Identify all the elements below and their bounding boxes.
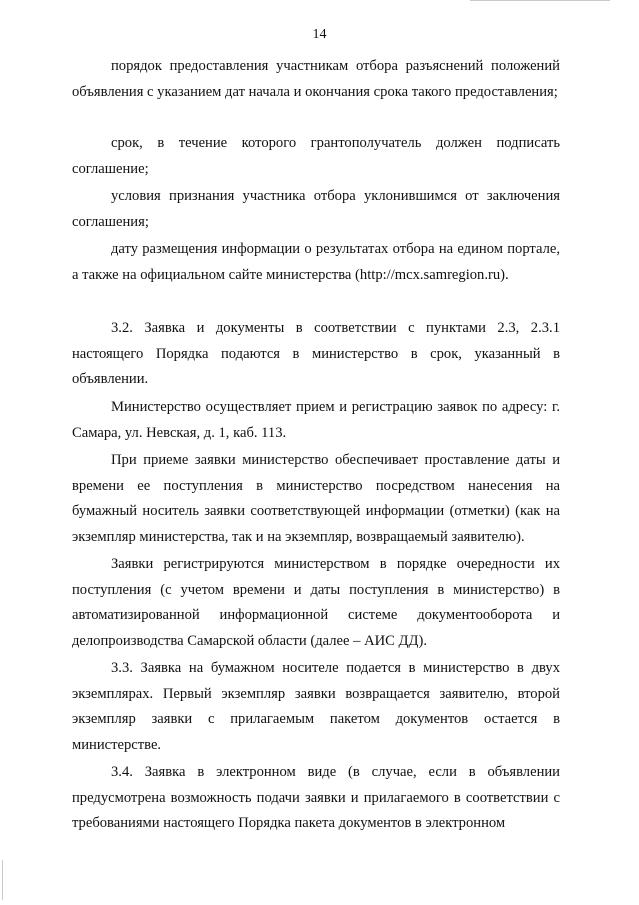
paragraph-7: При приеме заявки министерство обеспечивает проставление даты и времени ее поступления в министерство посредством нанесения на бумажный носитель заявки соответствующей информации (отметки) (как на экземпляр министерства, так и на экземпляр, возвращаемый заявителю). (72, 452, 560, 545)
paragraph-10: 3.4. Заявка в электронном виде (в случае, если в объявлении предусмотрена возможность подачи заявки и прилагаемого в соответствии с требованиями настоящего Порядка пакета документов в электронном (72, 764, 560, 832)
paragraph-5: 3.2. Заявка и документы в соответствии с пунктами 2.3, 2.3.1 настоящего Порядка подаются в министерство в срок, указанный в объявлении. (72, 320, 560, 388)
paragraph-2: срок, в течение которого грантополучатель должен подписать соглашение; (72, 135, 560, 177)
scan-artifact-left (2, 860, 3, 900)
paragraph-1: порядок предоставления участникам отбора разъяснений положений объявления с указанием дат начала и окончания срока такого предоставления; (72, 58, 560, 100)
paragraph-4: дату размещения информации о результатах отбора на едином портале, а также на официальном сайте министерства (http://mcx.samregion.ru). (72, 241, 560, 283)
scan-artifact-top (470, 0, 610, 1)
paragraph-3: условия признания участника отбора уклонившимся от заключения соглашения; (72, 188, 560, 230)
paragraph-8: Заявки регистрируются министерством в порядке очередности их поступления (с учетом времени и даты поступления в министерство) в автоматизированной информационной системе документооборота и делопроизводства Самарской области (далее – АИС ДД). (72, 556, 560, 649)
paragraph-9: 3.3. Заявка на бумажном носителе подается в министерство в двух экземплярах. Первый экземпляр заявки возвращается заявителю, второй экземпляр заявки с прилагаемым пакетом документов остается в министерстве. (72, 660, 560, 753)
paragraph-6: Министерство осуществляет прием и регистрацию заявок по адресу: г. Самара, ул. Невская, д. 1, каб. 113. (72, 399, 560, 441)
page-number: 14 (312, 27, 327, 42)
